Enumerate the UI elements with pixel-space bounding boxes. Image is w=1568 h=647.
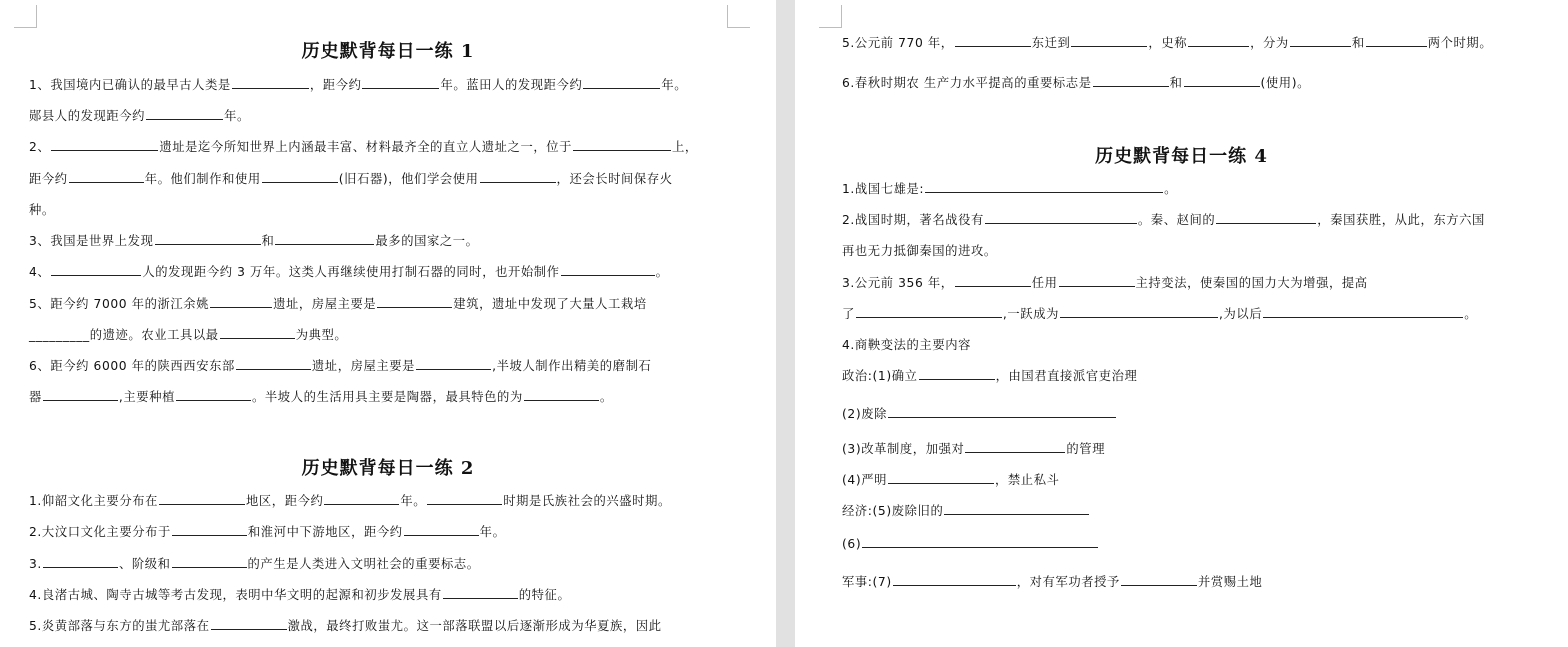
question-line: 4、 人的发现距今约 3 万年。这类人再继续使用打制石器的同时，也开始制作 。 [29, 265, 669, 279]
document-page-left [0, 0, 776, 647]
document-page-right [795, 0, 1568, 647]
question-line: 种。 [29, 203, 55, 217]
question-line: 1、我国境内已确认的最早古人类是 ，距今约 年。蓝田人的发现距今约 年。 [29, 78, 688, 92]
question-line: (2)废除 [842, 406, 1117, 422]
question-line: 经济:(5)废除旧的 [842, 503, 1090, 519]
question-line: _________的遗迹。农业工具以最 为典型。 [29, 328, 348, 342]
question-line: 6.春秋时期农 生产力水平提高的重要标志是 和 (使用)。 [842, 76, 1310, 90]
question-line: 政治:(1)确立 ，由国君直接派官吏治理 [842, 369, 1138, 383]
question-line: 3、我国是世界上发现 和 最多的国家之一。 [29, 234, 479, 248]
question-line: 距今约 年。他们制作和使用 (旧石器)，他们学会使用 ，还会长时间保存火 [29, 172, 673, 186]
question-line: 1.战国七雄是: 。 [842, 182, 1178, 196]
question-line: 6、距今约 6000 年的陕西西安东部 遗址，房屋主要是 ,半坡人制作出精美的磨制石 [29, 359, 652, 373]
question-line: (6) [842, 536, 1099, 552]
question-line: (3)改革制度，加强对 的管理 [842, 442, 1106, 456]
question-line: 了 ,一跃成为 ,为以后 。 [842, 307, 1478, 321]
page-title: 历史默背每日一练 2 [301, 458, 475, 479]
question-line: (4)严明 ，禁止私斗 [842, 473, 1060, 487]
question-line: 5.炎黄部落与东方的蚩尤部落在 激战，最终打败蚩尤。这一部落联盟以后逐渐形成为华夏族，因此 [29, 619, 662, 633]
question-line: 器 ,主要种植 。半坡人的生活用具主要是陶器，最具特色的为 。 [29, 390, 613, 404]
margin-corner-mark [819, 5, 842, 28]
question-line: 郧县人的发现距今约 年。 [29, 109, 250, 123]
page-title: 历史默背每日一练 1 [301, 41, 475, 62]
question-line: 2.战国时期，著名战役有 。秦、赵间的 ，秦国获胜，从此，东方六国 [842, 213, 1485, 227]
question-line: 4.良渚古城、陶寺古城等考古发现，表明中华文明的起源和初步发展具有 的特征。 [29, 588, 571, 602]
question-line: 再也无力抵御秦国的进攻。 [842, 244, 997, 258]
margin-corner-mark [727, 5, 750, 28]
question-line: 1.仰韶文化主要分布在 地区，距今约 年。 时期是氏族社会的兴盛时期。 [29, 494, 671, 508]
question-line: 2.大汶口文化主要分布于 和淮河中下游地区，距今约 年。 [29, 525, 506, 539]
question-line: 2、 遗址是迄今所知世界上内涵最丰富、材料最齐全的直立人遗址之一，位于 上， [29, 140, 698, 154]
question-line: 5.公元前 770 年， 东迁到 ，史称 ，分为 和 两个时期。 [842, 36, 1493, 50]
question-line: 3. 、阶级和 的产生是人类进入文明社会的重要标志。 [29, 557, 480, 571]
question-line: 4.商鞅变法的主要内容 [842, 338, 972, 352]
question-line: 军事:(7) ，对有军功者授予 并赏赐土地 [842, 575, 1263, 589]
margin-corner-mark [14, 5, 37, 28]
question-line: 5、距今约 7000 年的浙江余姚 遗址，房屋主要是 建筑，遗址中发现了大量人工栽培 [29, 297, 647, 311]
page-title: 历史默背每日一练 4 [1095, 146, 1268, 167]
question-line: 3.公元前 356 年， 任用 主持变法，使秦国的国力大为增强，提高 [842, 276, 1368, 290]
page-gap [776, 0, 795, 647]
